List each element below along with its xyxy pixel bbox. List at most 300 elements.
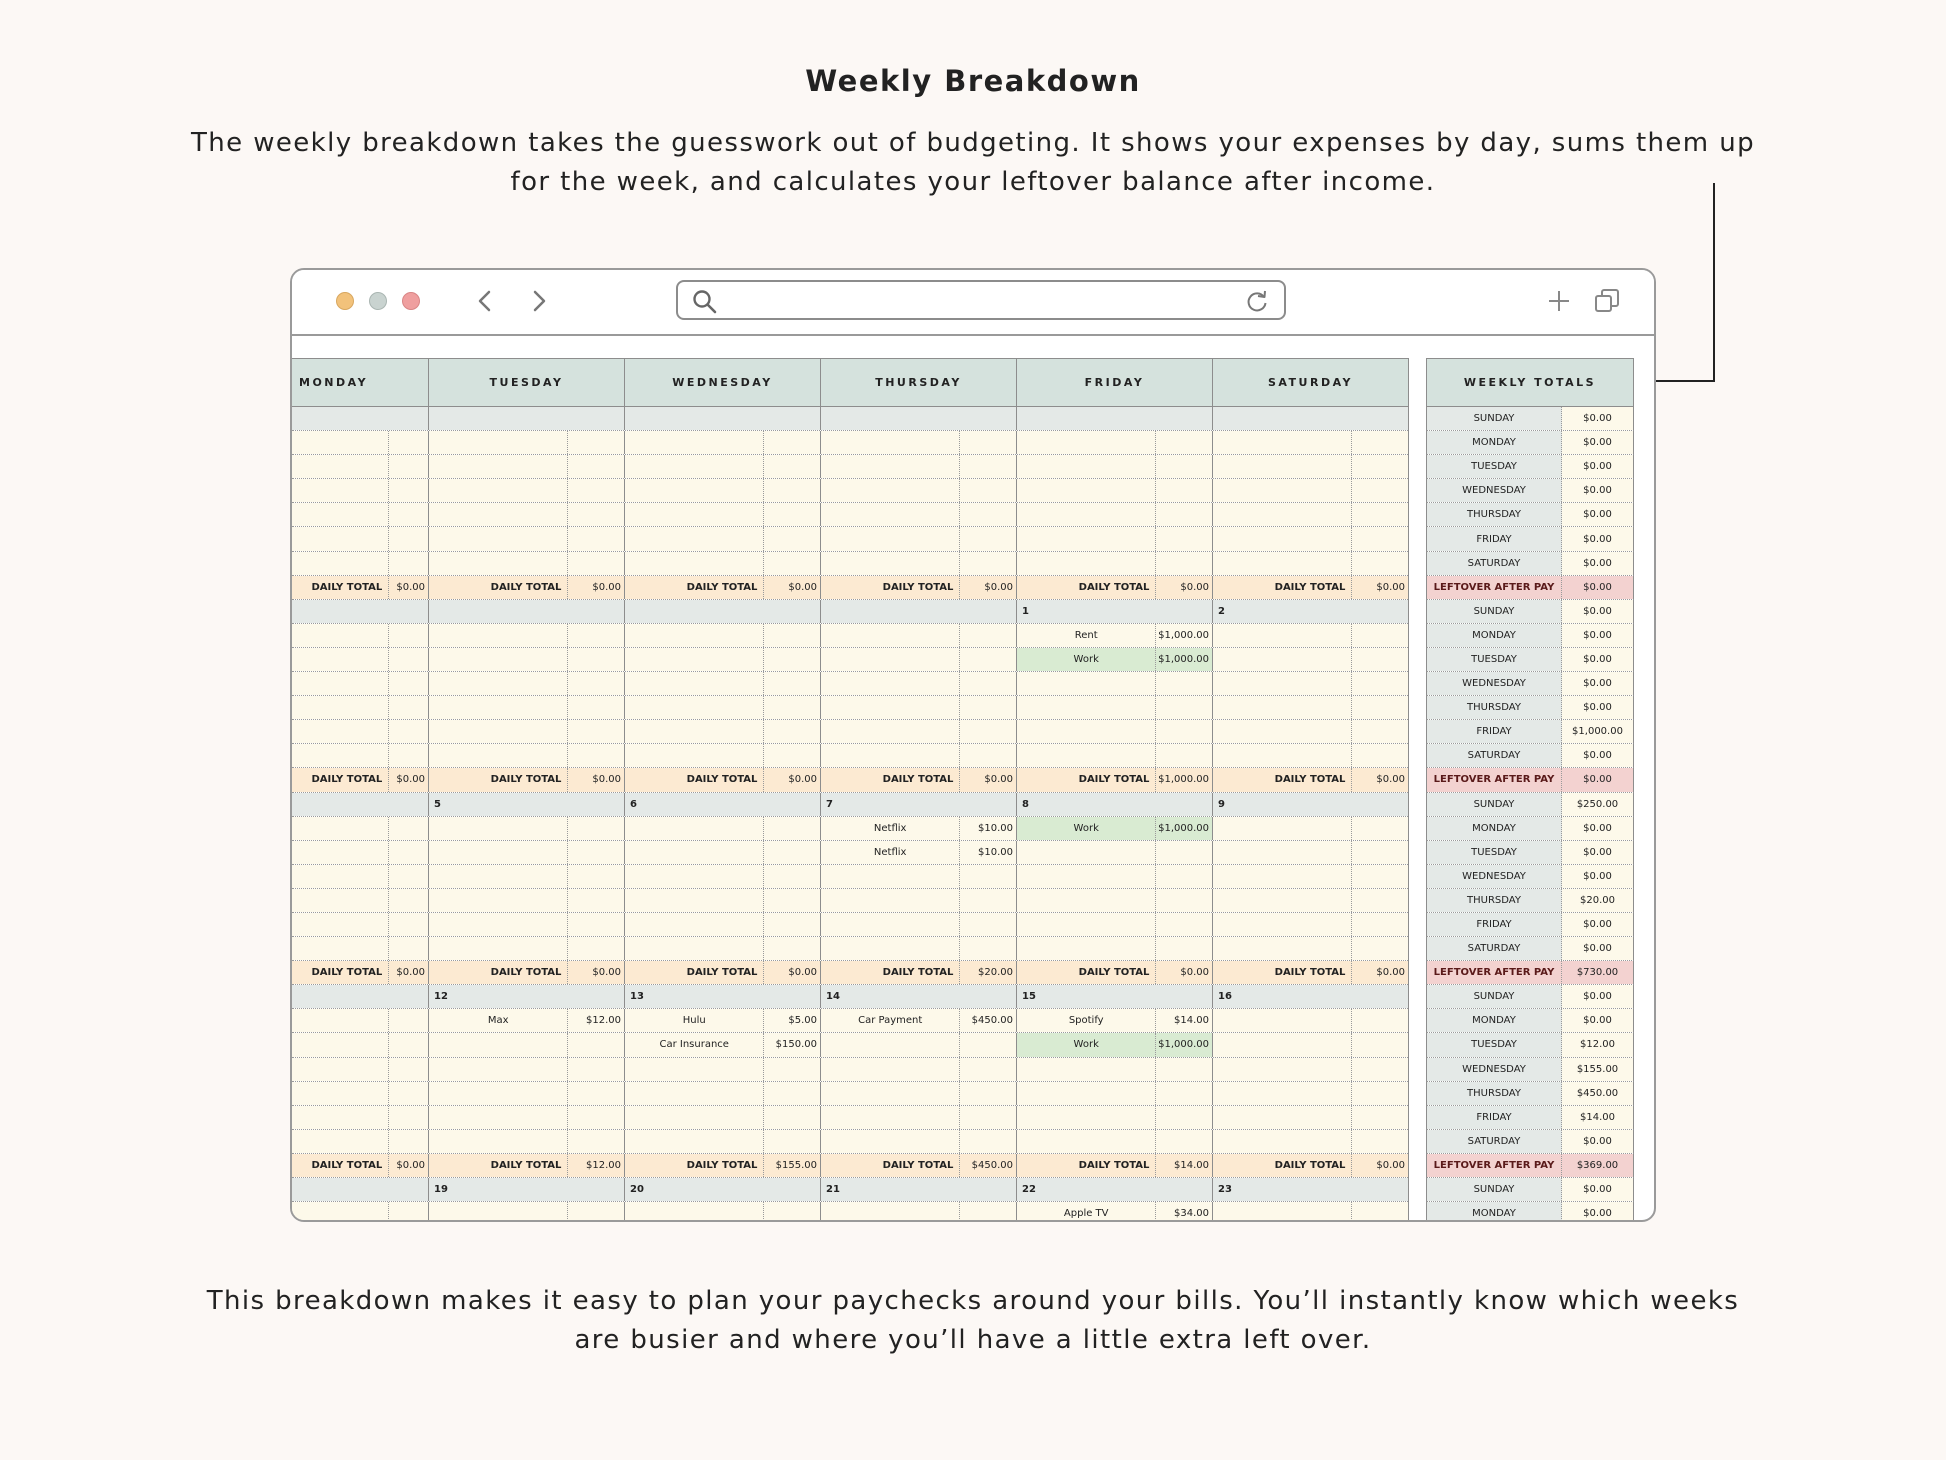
entry-name[interactable] [1213,696,1352,719]
entry-cell[interactable] [1016,672,1212,695]
entry-name[interactable] [625,624,764,647]
entry-name[interactable] [1017,672,1156,695]
entry-cell[interactable] [624,865,820,888]
entry-amount[interactable] [389,744,428,767]
entry-name[interactable] [292,1033,389,1056]
entry-cell[interactable] [1212,479,1408,502]
minimize-traffic-light[interactable] [336,292,354,310]
entry-cell[interactable] [428,937,624,960]
entry-cell[interactable] [1016,720,1212,743]
entry-amount[interactable] [389,937,428,960]
entry-amount[interactable] [764,527,820,550]
entry-cell[interactable] [428,1058,624,1081]
entry-cell[interactable] [1016,889,1212,912]
entry-cell[interactable] [1212,1106,1408,1129]
entry-cell[interactable] [1016,865,1212,888]
entry-amount[interactable] [1156,696,1212,719]
entry-cell[interactable] [624,479,820,502]
entry-cell[interactable] [820,865,1016,888]
entry-cell[interactable] [624,696,820,719]
entry-cell[interactable] [292,841,428,864]
entry-cell[interactable] [292,1130,428,1153]
entry-name[interactable] [429,889,568,912]
entry-name[interactable] [429,744,568,767]
entry-name[interactable] [821,1202,960,1222]
entry-amount[interactable] [764,648,820,671]
entry-cell[interactable] [428,479,624,502]
entry-name[interactable]: Max [429,1009,568,1032]
entry-cell[interactable] [820,1058,1016,1081]
entry-cell[interactable] [428,720,624,743]
entry-amount[interactable] [389,1202,428,1222]
entry-cell[interactable] [1016,696,1212,719]
entry-cell[interactable] [292,624,428,647]
entry-name[interactable]: Car Payment [821,1009,960,1032]
entry-cell[interactable] [1016,648,1212,671]
entry-amount[interactable] [1352,479,1408,502]
entry-amount[interactable] [1156,937,1212,960]
entry-amount[interactable] [568,1033,624,1056]
entry-amount[interactable] [568,431,624,454]
entry-cell[interactable] [1016,479,1212,502]
zoom-traffic-light[interactable] [369,292,387,310]
entry-name[interactable] [1017,479,1156,502]
entry-cell[interactable] [624,503,820,526]
entry-name[interactable] [1017,431,1156,454]
entry-name[interactable] [292,455,389,478]
entry-cell[interactable] [1212,744,1408,767]
entry-name[interactable]: Netflix [821,841,960,864]
entry-name[interactable] [821,744,960,767]
entry-cell[interactable] [624,1106,820,1129]
entry-amount[interactable] [1352,1033,1408,1056]
entry-amount[interactable] [764,1130,820,1153]
entry-cell[interactable] [428,503,624,526]
entry-cell[interactable] [820,913,1016,936]
entry-cell[interactable] [292,720,428,743]
entry-cell[interactable] [624,817,820,840]
entry-name[interactable] [821,1058,960,1081]
entry-name[interactable] [429,1033,568,1056]
entry-name[interactable] [1213,841,1352,864]
entry-cell[interactable] [1212,1033,1408,1056]
entry-amount[interactable] [389,672,428,695]
entry-cell[interactable] [292,1106,428,1129]
entry-amount[interactable] [960,648,1016,671]
entry-amount[interactable] [960,624,1016,647]
entry-name[interactable] [1017,841,1156,864]
entry-cell[interactable] [292,479,428,502]
date-cell[interactable] [624,600,820,623]
entry-amount[interactable] [764,1082,820,1105]
entry-name[interactable] [1213,937,1352,960]
entry-name[interactable] [625,1082,764,1105]
entry-cell[interactable] [624,1009,820,1032]
entry-name[interactable] [429,455,568,478]
entry-amount[interactable] [1352,913,1408,936]
date-cell[interactable] [292,407,428,430]
entry-name[interactable] [1213,648,1352,671]
entry-name[interactable] [1017,865,1156,888]
entry-name[interactable] [625,937,764,960]
entry-amount[interactable] [389,1009,428,1032]
entry-amount[interactable] [568,503,624,526]
entry-cell[interactable] [1212,937,1408,960]
entry-cell[interactable] [820,889,1016,912]
entry-cell[interactable] [1016,1082,1212,1105]
entry-amount[interactable] [764,937,820,960]
entry-name[interactable] [1213,1082,1352,1105]
date-cell[interactable] [1016,793,1212,816]
entry-name[interactable] [292,841,389,864]
entry-name[interactable] [821,720,960,743]
entry-amount[interactable] [1352,503,1408,526]
entry-cell[interactable] [1016,937,1212,960]
entry-name[interactable] [821,1106,960,1129]
entry-amount[interactable]: $1,000.00 [1158,629,1209,641]
entry-name[interactable] [821,1033,960,1056]
entry-amount[interactable]: $1,000.00 [1156,817,1212,840]
entry-name[interactable] [821,479,960,502]
entry-name[interactable] [821,648,960,671]
entry-cell[interactable] [428,552,624,575]
entry-name[interactable] [625,552,764,575]
entry-amount[interactable] [389,503,428,526]
entry-cell[interactable] [428,913,624,936]
entry-amount[interactable] [764,1202,820,1222]
date-cell[interactable] [624,1178,820,1201]
entry-cell[interactable] [428,865,624,888]
entry-amount[interactable] [1352,720,1408,743]
entry-cell[interactable] [292,817,428,840]
entry-amount[interactable] [568,1202,624,1222]
date-cell[interactable] [292,985,428,1008]
entry-amount[interactable] [764,720,820,743]
entry-amount[interactable] [568,527,624,550]
entry-cell[interactable] [428,696,624,719]
entry-amount[interactable] [1156,913,1212,936]
entry-cell[interactable] [1016,1106,1212,1129]
entry-cell[interactable] [292,1009,428,1032]
entry-name[interactable] [429,431,568,454]
entry-cell[interactable] [1212,889,1408,912]
entry-name[interactable] [625,1106,764,1129]
entry-name[interactable] [1213,479,1352,502]
entry-amount[interactable] [960,696,1016,719]
entry-amount[interactable] [1156,455,1212,478]
entry-cell[interactable] [1212,865,1408,888]
entry-name[interactable] [1017,503,1156,526]
entry-name[interactable] [429,672,568,695]
entry-name[interactable] [292,479,389,502]
entry-name[interactable] [429,841,568,864]
entry-amount[interactable] [1352,841,1408,864]
entry-cell[interactable] [292,672,428,695]
address-bar[interactable] [676,280,1286,320]
entry-amount[interactable] [960,720,1016,743]
entry-cell[interactable] [428,1009,624,1032]
entry-cell[interactable] [1016,1202,1212,1222]
entry-name[interactable]: Work [1017,1033,1156,1056]
entry-cell[interactable] [1212,913,1408,936]
entry-amount[interactable] [568,817,624,840]
entry-name[interactable] [1017,696,1156,719]
entry-amount[interactable] [389,479,428,502]
entry-amount[interactable] [1156,1130,1212,1153]
entry-cell[interactable] [624,672,820,695]
entry-name[interactable] [625,889,764,912]
entry-name[interactable] [625,817,764,840]
date-cell[interactable] [820,985,1016,1008]
entry-amount[interactable] [1156,672,1212,695]
entry-name[interactable] [625,503,764,526]
entry-cell[interactable] [1016,1130,1212,1153]
entry-name[interactable] [625,865,764,888]
entry-name[interactable] [1017,720,1156,743]
entry-amount[interactable]: $10.00 [978,822,1013,834]
entry-cell[interactable] [428,817,624,840]
entry-name[interactable] [1213,1009,1352,1032]
entry-cell[interactable] [292,937,428,960]
entry-name[interactable] [625,1130,764,1153]
entry-cell[interactable] [428,648,624,671]
entry-cell[interactable] [1016,913,1212,936]
date-cell[interactable] [820,793,1016,816]
entry-amount[interactable] [568,552,624,575]
entry-name[interactable] [1213,503,1352,526]
entry-name[interactable]: Work [1017,817,1156,840]
entry-name[interactable] [821,503,960,526]
date-cell[interactable] [624,793,820,816]
date-cell[interactable] [820,600,1016,623]
entry-name[interactable] [625,527,764,550]
entry-amount[interactable] [568,1058,624,1081]
tabs-overview-icon[interactable] [1592,286,1622,316]
date-cell[interactable] [1016,407,1212,430]
date-cell[interactable] [1212,1178,1408,1201]
entry-cell[interactable] [820,1033,1016,1056]
entry-name[interactable]: Hulu [625,1009,764,1032]
entry-name[interactable]: Rent [1017,624,1156,647]
entry-amount[interactable] [389,1106,428,1129]
date-cell[interactable] [428,600,624,623]
entry-name[interactable] [1213,552,1352,575]
entry-amount[interactable] [568,889,624,912]
entry-name[interactable] [1017,1082,1156,1105]
entry-amount[interactable] [764,817,820,840]
entry-amount[interactable] [1156,865,1212,888]
entry-name[interactable] [292,1106,389,1129]
entry-amount[interactable] [1156,744,1212,767]
entry-name[interactable] [429,527,568,550]
entry-amount[interactable] [568,1106,624,1129]
entry-cell[interactable] [1212,672,1408,695]
entry-name[interactable] [292,1202,389,1222]
entry-amount[interactable] [1352,696,1408,719]
entry-amount[interactable]: $450.00 [971,1015,1013,1027]
url-input[interactable] [728,286,1212,316]
entry-amount[interactable] [568,937,624,960]
entry-cell[interactable] [820,431,1016,454]
entry-amount[interactable] [1156,1082,1212,1105]
date-cell[interactable] [292,1178,428,1201]
entry-cell[interactable] [820,624,1016,647]
entry-amount[interactable] [389,431,428,454]
entry-name[interactable] [1213,431,1352,454]
entry-cell[interactable] [1016,817,1212,840]
entry-amount[interactable] [960,455,1016,478]
entry-amount[interactable] [764,672,820,695]
entry-amount[interactable] [1156,479,1212,502]
entry-amount[interactable] [1352,552,1408,575]
entry-cell[interactable] [820,1202,1016,1222]
entry-cell[interactable] [292,552,428,575]
entry-amount[interactable] [764,624,820,647]
entry-amount[interactable] [1352,672,1408,695]
entry-amount[interactable]: $150.00 [775,1039,817,1051]
entry-cell[interactable] [1212,817,1408,840]
entry-amount[interactable] [960,744,1016,767]
entry-name[interactable] [625,479,764,502]
entry-name[interactable] [1017,1106,1156,1129]
date-cell[interactable] [1212,985,1408,1008]
entry-amount[interactable] [960,672,1016,695]
entry-cell[interactable] [1016,1033,1212,1056]
entry-cell[interactable] [624,720,820,743]
entry-cell[interactable] [428,744,624,767]
entry-cell[interactable] [820,455,1016,478]
entry-amount[interactable] [568,841,624,864]
entry-cell[interactable] [428,624,624,647]
entry-amount[interactable] [389,1033,428,1056]
entry-cell[interactable] [624,552,820,575]
entry-cell[interactable] [624,1033,820,1056]
entry-cell[interactable] [1212,552,1408,575]
entry-amount[interactable] [1352,1202,1408,1222]
entry-cell[interactable] [820,1009,1016,1032]
entry-name[interactable] [1017,1130,1156,1153]
entry-name[interactable] [1213,720,1352,743]
entry-amount[interactable] [960,552,1016,575]
entry-amount[interactable] [960,1130,1016,1153]
entry-amount[interactable] [389,455,428,478]
entry-amount[interactable]: $10.00 [978,846,1013,858]
date-cell[interactable] [428,985,624,1008]
entry-name[interactable] [821,624,960,647]
entry-cell[interactable] [292,1033,428,1056]
entry-amount[interactable] [960,527,1016,550]
entry-name[interactable] [292,1009,389,1032]
entry-name[interactable] [1017,913,1156,936]
entry-amount[interactable] [389,527,428,550]
entry-cell[interactable] [292,1058,428,1081]
entry-cell[interactable] [292,889,428,912]
entry-cell[interactable] [292,696,428,719]
entry-name[interactable] [429,720,568,743]
entry-name[interactable] [1017,744,1156,767]
entry-cell[interactable] [1016,455,1212,478]
reload-icon[interactable] [1244,289,1270,315]
entry-cell[interactable] [624,1130,820,1153]
entry-amount[interactable] [764,479,820,502]
entry-name[interactable] [429,1082,568,1105]
entry-cell[interactable] [428,889,624,912]
close-traffic-light[interactable] [402,292,420,310]
entry-cell[interactable] [624,624,820,647]
entry-amount[interactable] [1352,455,1408,478]
entry-name[interactable] [292,720,389,743]
entry-amount[interactable] [1352,937,1408,960]
entry-name[interactable] [625,696,764,719]
entry-name[interactable] [821,696,960,719]
entry-cell[interactable] [292,1082,428,1105]
entry-amount[interactable] [389,624,428,647]
entry-amount[interactable]: $34.00 [1174,1208,1209,1220]
entry-cell[interactable] [1212,648,1408,671]
entry-name[interactable] [821,865,960,888]
entry-name[interactable] [429,817,568,840]
entry-name[interactable]: Work [1017,648,1156,671]
entry-name[interactable] [429,552,568,575]
entry-name[interactable] [1213,913,1352,936]
entry-amount[interactable] [1156,841,1212,864]
entry-amount[interactable] [764,865,820,888]
entry-name[interactable] [292,672,389,695]
date-cell[interactable] [1212,407,1408,430]
date-cell[interactable] [1016,1178,1212,1201]
entry-name[interactable] [821,527,960,550]
entry-amount[interactable] [389,889,428,912]
entry-name[interactable] [429,648,568,671]
entry-name[interactable] [1213,1058,1352,1081]
entry-name[interactable] [429,937,568,960]
entry-name[interactable] [429,1106,568,1129]
entry-cell[interactable] [820,841,1016,864]
entry-cell[interactable] [428,1106,624,1129]
entry-amount[interactable] [1352,624,1408,647]
date-cell[interactable] [820,407,1016,430]
entry-amount[interactable] [389,841,428,864]
entry-cell[interactable] [1016,552,1212,575]
entry-cell[interactable] [292,431,428,454]
entry-name[interactable] [292,889,389,912]
entry-name[interactable] [292,744,389,767]
entry-amount[interactable] [1156,1058,1212,1081]
entry-amount[interactable] [1352,1106,1408,1129]
entry-amount[interactable] [1156,889,1212,912]
entry-cell[interactable] [1212,1058,1408,1081]
entry-name[interactable] [1213,527,1352,550]
entry-cell[interactable] [624,889,820,912]
entry-cell[interactable] [1016,527,1212,550]
entry-amount[interactable] [764,503,820,526]
entry-name[interactable] [821,431,960,454]
entry-amount[interactable] [568,672,624,695]
entry-cell[interactable] [1212,1009,1408,1032]
entry-name[interactable] [292,624,389,647]
entry-amount[interactable] [960,479,1016,502]
entry-cell[interactable] [820,552,1016,575]
entry-cell[interactable] [1016,841,1212,864]
entry-name[interactable] [821,889,960,912]
entry-name[interactable] [292,431,389,454]
entry-cell[interactable] [1212,1130,1408,1153]
entry-cell[interactable] [820,817,1016,840]
entry-name[interactable] [821,1082,960,1105]
entry-name[interactable] [821,1130,960,1153]
entry-amount[interactable] [764,455,820,478]
entry-amount[interactable] [568,624,624,647]
